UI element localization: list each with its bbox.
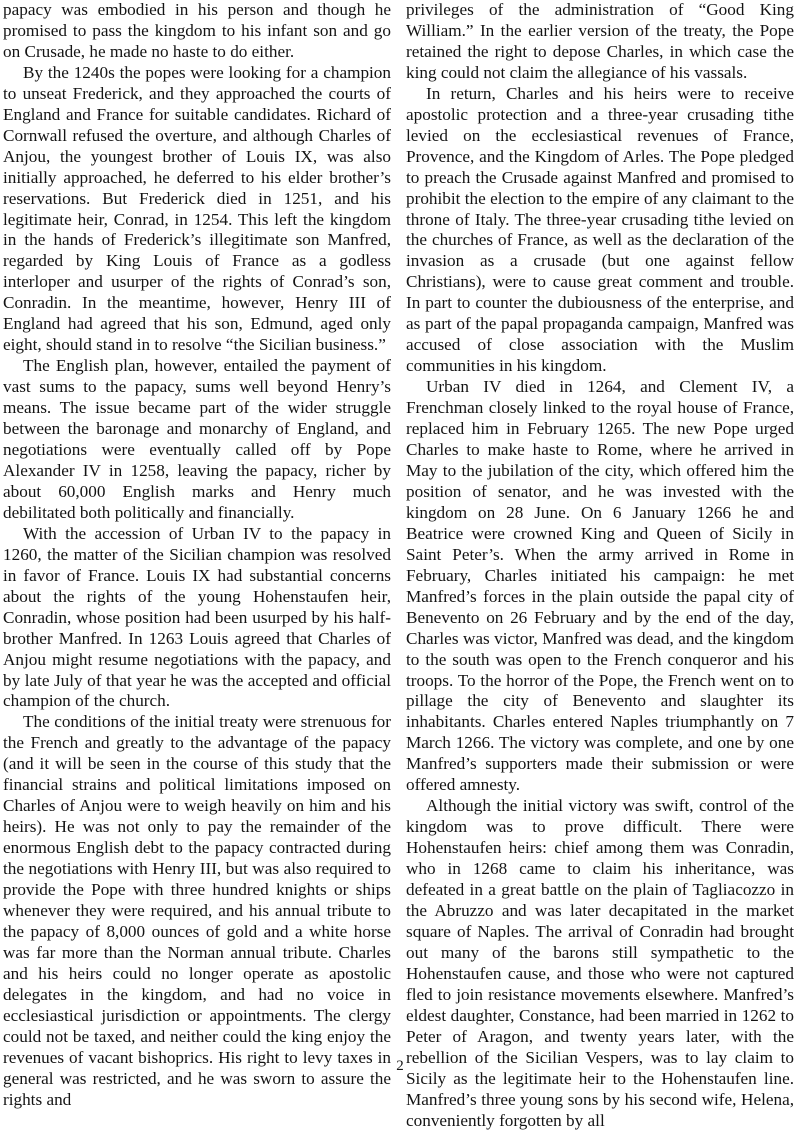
paragraph: By the 1240s the popes were looking for a champion to unseat Frederick, and they approached the courts of England and France for suitable candidates. Richard of Cornwall refused the overture, and although Charles of Anjou, the youngest brother of Louis IX, was also initially approached, he deferred to his elder brother’s reservations. But Frederick died in 1251, and his legitimate heir, Conrad, in 1254. This left the kingdom in the hands of Frederick’s illegitimate son Manfred, regarded by King Louis of France as a godless interloper and usurper of the rights of Conrad’s son, Conradin. In the meantime, however, Henry III of England had agreed that his son, Edmund, aged only eight, should stand in to resolve “the Sicilian business.” <box>3 62 391 355</box>
paragraph: Although the initial victory was swift, control of the kingdom was to prove difficult. There were Hohenstaufen heirs: chief among them was Conradin, who in 1268 came to claim his inheritance, was defeated in a great battle on the plain of Tagliacozzo in the Abruzzo and was later decapitated in the market square of Naples. The arrival of Conradin had brought out many of the barons still sympathetic to the Hohenstaufen cause, and those who were not captured fled to join resistance movements elsewhere. Manfred’s eldest daughter, Constance, had been married in 1262 to Peter of Aragon, and twenty years later, with the rebellion of the Sicilian Vespers, was to lay claim to Sicily as the legitimate heir to the Hohenstaufen line. Manfred’s three young sons by his second wife, Helena, conveniently forgotten by all <box>406 796 794 1130</box>
paragraph: The English plan, however, entailed the payment of vast sums to the papacy, sums well beyond Henry’s means. The issue became part of the wider struggle between the baronage and monarchy of England, and negotiations were eventually called off by Pope Alexander IV in 1258, leaving the papacy, richer by about 60,000 English marks and Henry much debilitated both politically and financially. <box>3 356 391 522</box>
right-text-column <box>406 0 794 1131</box>
page-number: 2 <box>396 1058 404 1074</box>
paragraph-continued: privileges of the administration of “Good King William.” In the earlier version of the treaty, the Pope retained the right to depose Charles, in which case the king could not claim the allegiance of his vassals. <box>406 0 794 82</box>
paragraph-continued: papacy was embodied in his person and though he promised to pass the kingdom to his infant son and go on Crusade, he made no haste to do either. <box>3 0 391 61</box>
paragraph: With the accession of Urban IV to the papacy in 1260, the matter of the Sicilian champion was resolved in favor of France. Louis IX had substantial concerns about the rights of the young Hohenstaufen heir, Conradin, whose position had been usurped by his half-brother Manfred. In 1263 Louis agreed that Charles of Anjou might resume negotiations with the papacy, and by late July of that year he was the accepted and official champion of the church. <box>3 523 391 711</box>
left-text-column <box>3 0 391 1111</box>
paragraph: In return, Charles and his heirs were to receive apostolic protection and a three-year crusading tithe levied on the ecclesiastical revenues of France, Provence, and the Kingdom of Arles. The Pope pledged to preach the Crusade against Manfred and promised to prohibit the election to the empire of any claimant to the throne of Italy. The three-year crusading tithe levied on the churches of France, as well as the declaration of the invasion as a crusade (but one against fellow Christians), were to cause great comment and trouble. In part to counter the dubiousness of the enterprise, and as part of the papal propaganda campaign, Manfred was accused of close association with the Muslim communities in his kingdom. <box>406 83 794 376</box>
paragraph: Urban IV died in 1264, and Clement IV, a Frenchman closely linked to the royal house of France, replaced him in February 1265. The new Pope urged Charles to make haste to Rome, where he arrived in May to the jubilation of the city, which offered him the position of senator, and he was invested with the kingdom on 28 June. On 6 January 1266 he and Beatrice were crowned King and Queen of Sicily in Saint Peter’s. When the army arrived in Rome in February, Charles initiated his campaign: he met Manfred’s forces in the plain outside the papal city of Benevento on 26 February and by the end of the day, Charles was victor, Manfred was dead, and the kingdom to the south was open to the French conqueror and his troops. To the horror of the Pope, the French went on to pillage the city of Benevento and slaughter its inhabitants. Charles entered Naples triumphantly on 7 March 1266. The victory was complete, and one by one Manfred’s supporters made their submission or were offered amnesty. <box>406 377 794 795</box>
paragraph: The conditions of the initial treaty were strenuous for the French and greatly to the advantage of the papacy (and it will be seen in the course of this study that the financial strains and political limitations imposed on Charles of Anjou were to weigh heavily on him and his heirs). He was not only to pay the remainder of the enormous English debt to the papacy contracted during the negotiations with Henry III, but was also required to provide the Pope with three hundred knights or ships whenever they were required, and his annual tribute to the papacy of 8,000 ounces of gold and a white horse was far more than the Norman annual tribute. Charles and his heirs could no longer operate as apostolic delegates in the kingdom, and had no voice in ecclesiastical jurisdiction or appointments. The clergy could not be taxed, and neither could the king enjoy the revenues of vacant bishoprics. His right to levy taxes in general was restricted, and he was sworn to assure the rights and <box>3 712 391 1109</box>
